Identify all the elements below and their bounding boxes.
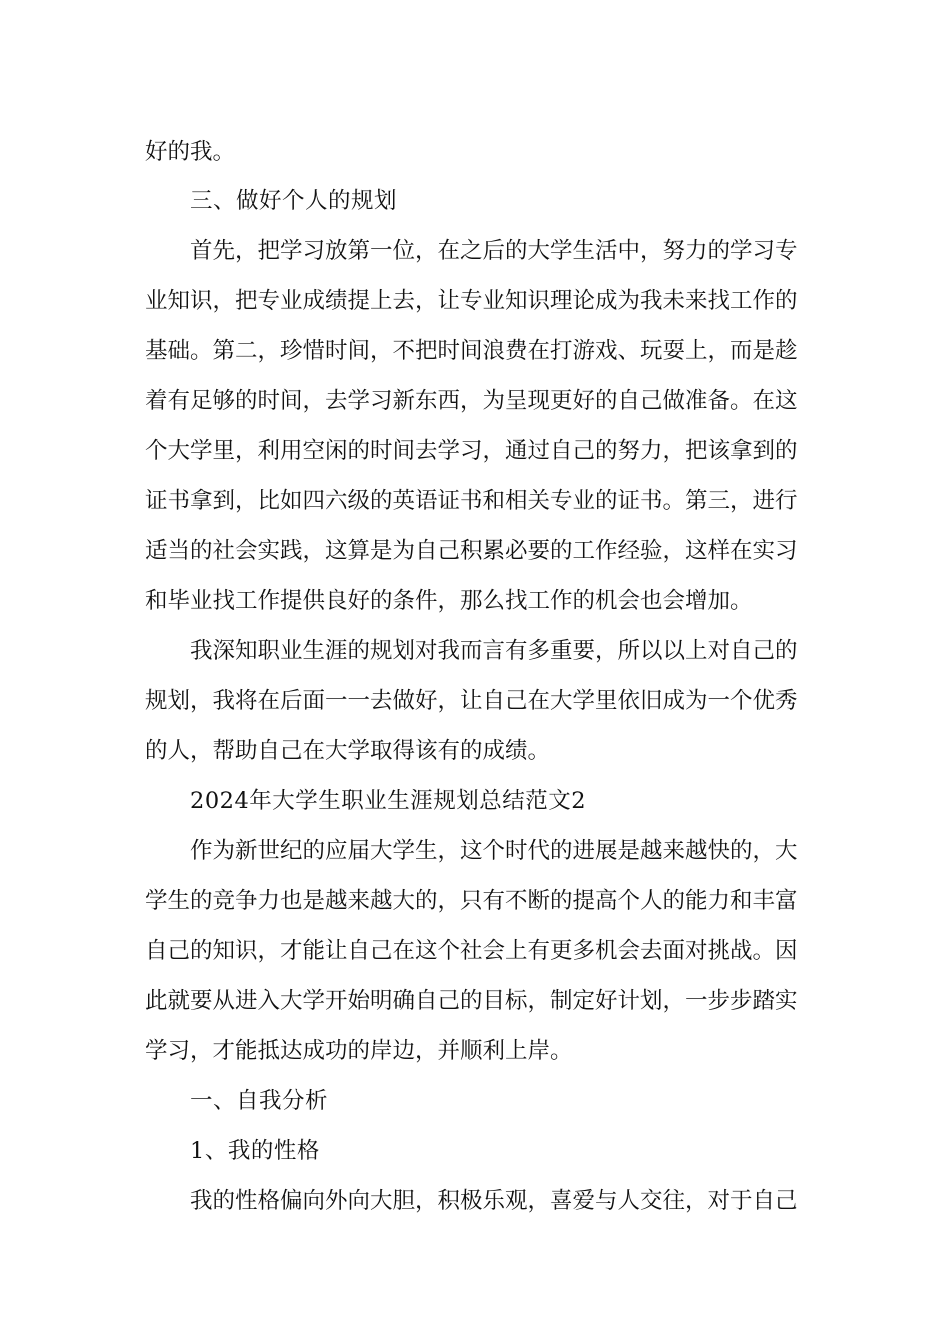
article-title: 2024年大学生职业生涯规划总结范文2 [190,788,587,814]
paragraph-line: 学生的竞争力也是越来越大的，只有不断的提高个人的能力和丰富 [145,888,798,914]
paragraph-line: 个大学里，利用空闲的时间去学习，通过自己的努力，把该拿到的 [145,438,798,464]
paragraph-line: 基础。第二，珍惜时间，不把时间浪费在打游戏、玩耍上，而是趁 [145,338,798,364]
paragraph-line: 规划，我将在后面一一去做好，让自己在大学里依旧成为一个优秀 [145,688,798,714]
paragraph-line: 作为新世纪的应届大学生，这个时代的进展是越来越快的，大 [190,838,798,864]
paragraph-line: 我的性格偏向外向大胆，积极乐观，喜爱与人交往，对于自己 [190,1188,798,1214]
paragraph-line: 的人，帮助自己在大学取得该有的成绩。 [145,738,551,764]
paragraph-line: 好的我。 [145,139,236,165]
paragraph-line: 业知识，把专业成绩提上去，让专业知识理论成为我未来找工作的 [145,288,798,314]
paragraph-line: 自己的知识，才能让自己在这个社会上有更多机会去面对挑战。因 [145,938,798,964]
paragraph-line: 学习，才能抵达成功的岸边，并顺利上岸。 [145,1038,573,1064]
paragraph-line: 着有足够的时间，去学习新东西，为呈现更好的自己做准备。在这 [145,388,798,414]
paragraph-line: 我深知职业生涯的规划对我而言有多重要，所以以上对自己的 [190,638,798,664]
paragraph-line: 和毕业找工作提供良好的条件，那么找工作的机会也会增加。 [145,588,753,614]
section-heading: 一、自我分析 [190,1088,329,1114]
paragraph-line: 证书拿到，比如四六级的英语证书和相关专业的证书。第三，进行 [145,488,798,514]
section-heading: 三、做好个人的规划 [190,188,398,214]
paragraph-line: 适当的社会实践，这算是为自己积累必要的工作经验，这样在实习 [145,538,798,564]
paragraph-line: 首先，把学习放第一位，在之后的大学生活中，努力的学习专 [190,238,798,264]
subsection-heading: 1、我的性格 [190,1138,320,1164]
paragraph-line: 此就要从进入大学开始明确自己的目标，制定好计划，一步步踏实 [145,988,798,1014]
